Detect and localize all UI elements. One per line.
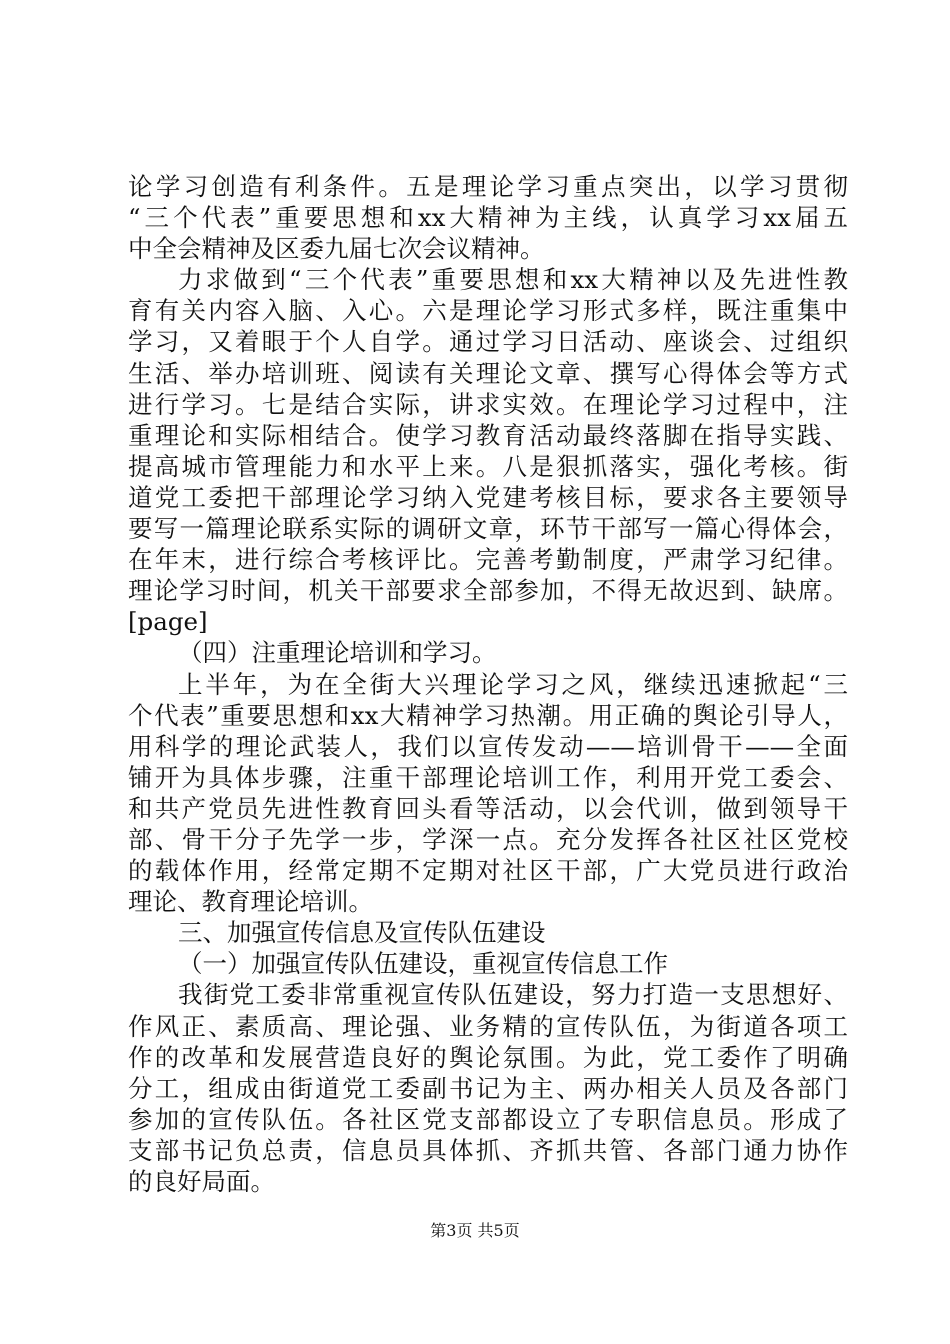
text-line: 要写一篇理论联系实际的调研文章，环节干部写一篇心得体会， [128,514,848,544]
text-line: 的载体作用，经常定期不定期对社区干部，广大党员进行政治 [128,856,848,886]
text-line: 个代表”重要思想和xx大精神学习热潮。用正确的舆论引导人， [128,700,848,730]
text-line: 作的改革和发展营造良好的舆论氛围。为此，党工委作了明确 [128,1042,848,1072]
text-line: 参加的宣传队伍。各社区党支部都设立了专职信息员。形成了 [128,1104,848,1134]
text-line: 提高城市管理能力和水平上来。八是狠抓落实，强化考核。街 [128,451,848,481]
text-line: [page] [128,607,208,637]
text-line: 部、骨干分子先学一步，学深一点。充分发挥各社区社区党校 [128,824,848,854]
text-line: 论学习创造有利条件。五是理论学习重点突出，以学习贯彻 [128,172,848,201]
text-line: 铺开为具体步骤，注重干部理论培训工作，利用开党工委会、 [128,762,848,792]
text-line: 和共产党员先进性教育回头看等活动，以会代训，做到领导干 [128,793,848,823]
text-line: （四）注重理论培训和学习。 [178,638,497,668]
text-line: 进行学习。七是结合实际，讲求实效。在理论学习过程中，注 [128,389,848,419]
page-number-footer: 第3页 共5页 [430,1221,520,1240]
text-line: 生活、举办培训班、阅读有关理论文章、撰写心得体会等方式 [128,358,848,388]
text-line: 分工，组成由街道党工委副书记为主、两办相关人员及各部门 [128,1073,848,1103]
text-line: 育有关内容入脑、入心。六是理论学习形式多样，既注重集中 [128,296,848,326]
text-line: 力求做到“三个代表”重要思想和xx大精神以及先进性教 [178,265,848,295]
text-line: 用科学的理论武装人，我们以宣传发动——培训骨干——全面 [128,731,848,761]
text-line: 中全会精神及区委九届七次会议精神。 [128,234,545,264]
text-line: （一）加强宣传队伍建设，重视宣传信息工作 [178,949,668,979]
text-line: 作风正、素质高、理论强、业务精的宣传队伍，为街道各项工 [128,1011,848,1041]
text-line: 在年末，进行综合考核评比。完善考勤制度，严肃学习纪律。 [128,545,848,575]
text-line: 重理论和实际相结合。使学习教育活动最终落脚在指导实践、 [128,420,848,450]
text-line: 支部书记负总责，信息员具体抓、齐抓共管、各部门通力协作 [128,1135,848,1165]
document-body [128,171,848,1197]
text-line: 上半年，为在全街大兴理论学习之风，继续迅速掀起“三 [178,669,848,699]
text-line: 道党工委把干部理论学习纳入党建考核目标，要求各主要领导 [128,482,848,512]
text-line: 理论学习时间，机关干部要求全部参加，不得无故迟到、缺席。 [128,576,848,606]
text-line: 我街党工委非常重视宣传队伍建设，努力打造一支思想好、 [178,980,848,1010]
text-line: “三个代表”重要思想和xx大精神为主线，认真学习xx届五 [128,203,848,233]
text-line: 理论、教育理论培训。 [128,887,373,917]
text-line: 三、加强宣传信息及宣传队伍建设 [178,918,546,948]
text-line: 的良好局面。 [128,1167,275,1196]
text-line: 学习，又着眼于个人自学。通过学习日活动、座谈会、过组织 [128,327,848,357]
